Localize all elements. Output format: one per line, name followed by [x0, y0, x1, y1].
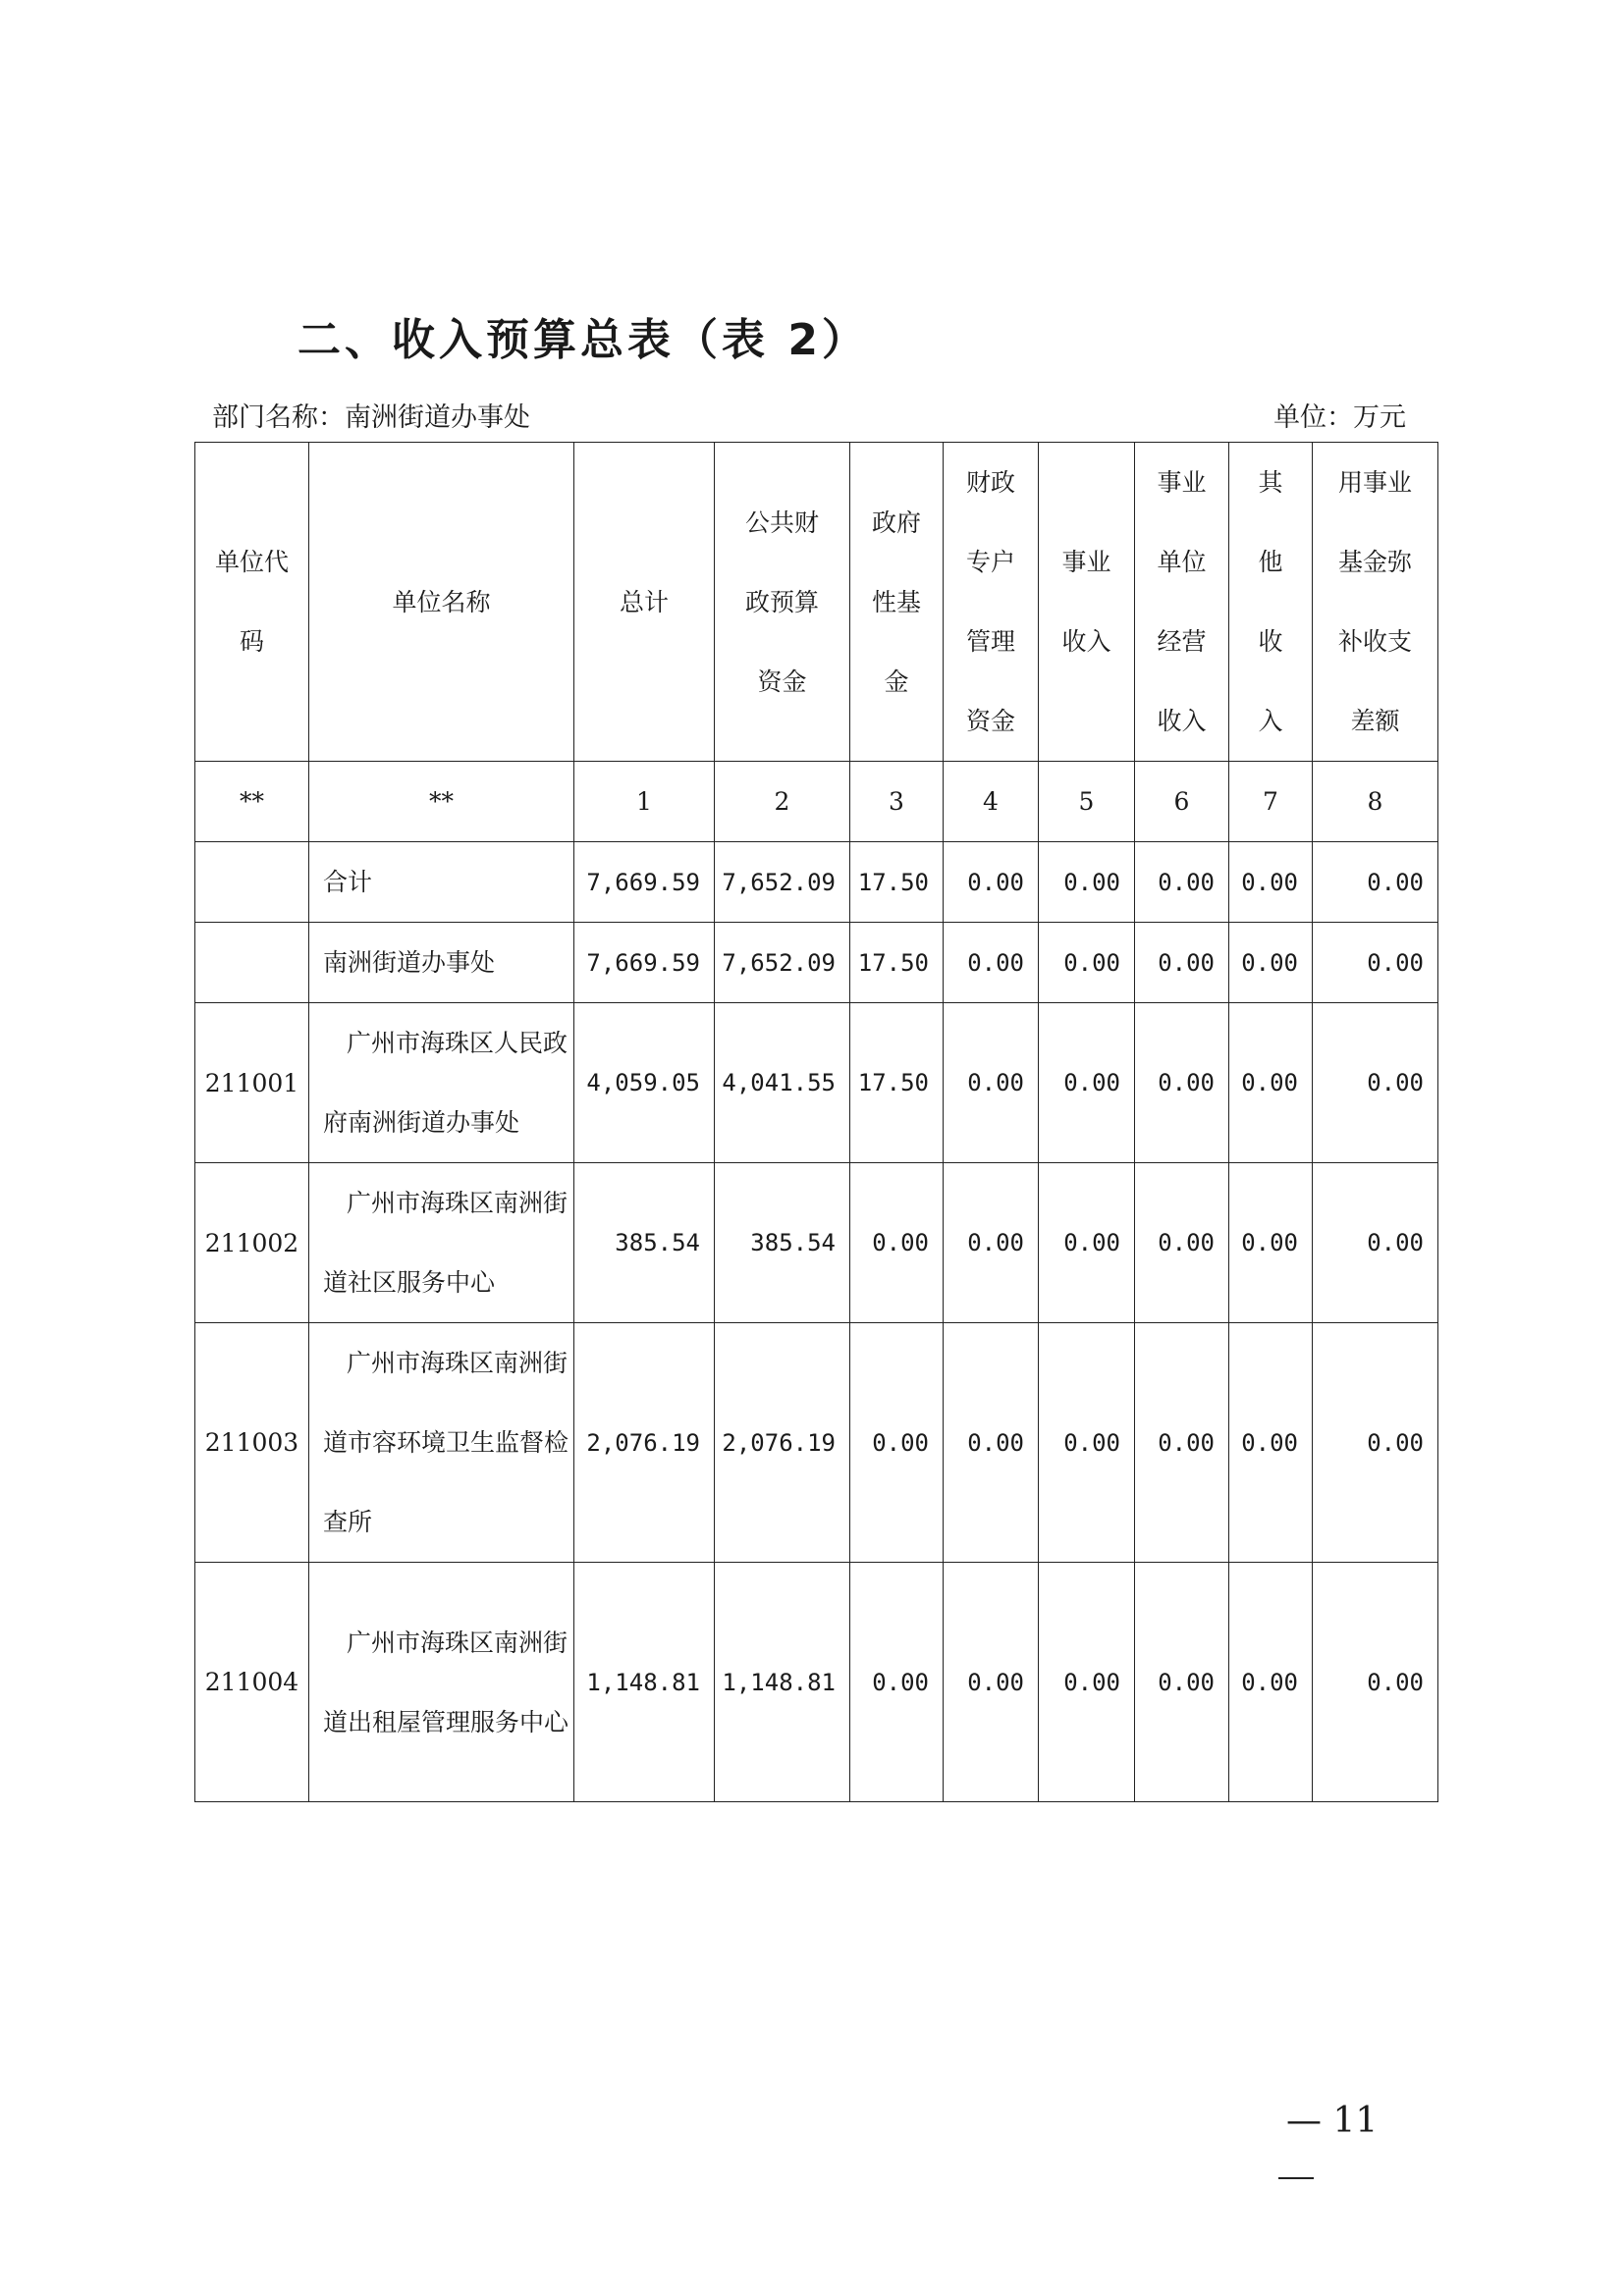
colnum: ** [195, 762, 309, 842]
unit-code-cell: 211003 [195, 1323, 309, 1563]
value-cell: 0.00 [1039, 1563, 1135, 1802]
value-cell: 0.00 [1229, 923, 1313, 1003]
unit-name-cell: 南洲街道办事处 [309, 923, 574, 1003]
value-cell: 0.00 [1229, 1563, 1313, 1802]
colnum: 1 [574, 762, 715, 842]
income-budget-table [194, 442, 1438, 1802]
header-code: 单位代码 [195, 443, 309, 762]
value-cell: 0.00 [1135, 842, 1229, 923]
unit-label: 单位：万元 [1273, 402, 1406, 433]
unit-name-cell: 广州市海珠区南洲街道市容环境卫生监督检查所 [309, 1323, 574, 1563]
value-cell: 0.00 [944, 1163, 1039, 1323]
value-cell: 4,059.05 [574, 1003, 715, 1163]
value-cell: 0.00 [1313, 1003, 1438, 1163]
colnum: 3 [850, 762, 944, 842]
value-cell: 0.00 [1039, 842, 1135, 923]
header-fund-offset: 用事业基金弥补收支差额 [1313, 443, 1438, 762]
unit-code-cell [195, 842, 309, 923]
value-cell: 0.00 [1313, 923, 1438, 1003]
value-cell: 0.00 [1229, 842, 1313, 923]
value-cell: 0.00 [1039, 1003, 1135, 1163]
value-cell: 0.00 [850, 1323, 944, 1563]
value-cell: 0.00 [1039, 1163, 1135, 1323]
colnum: 7 [1229, 762, 1313, 842]
value-cell: 0.00 [944, 1323, 1039, 1563]
value-cell: 0.00 [1313, 1563, 1438, 1802]
header-operating-income: 事业单位经营收入 [1135, 443, 1229, 762]
colnum: 6 [1135, 762, 1229, 842]
value-cell: 0.00 [1135, 923, 1229, 1003]
column-number-row [195, 762, 1438, 842]
colnum: 2 [715, 762, 850, 842]
page-number-dash [1278, 2177, 1314, 2179]
header-business-income: 事业收入 [1039, 443, 1135, 762]
value-cell: 0.00 [1135, 1323, 1229, 1563]
value-cell: 0.00 [850, 1563, 944, 1802]
value-cell: 1,148.81 [715, 1563, 850, 1802]
value-cell: 0.00 [1229, 1323, 1313, 1563]
header-public-finance: 公共财政预算资金 [715, 443, 850, 762]
unit-name-cell: 广州市海珠区人民政府南洲街道办事处 [309, 1003, 574, 1163]
value-cell: 2,076.19 [574, 1323, 715, 1563]
value-cell: 17.50 [850, 1003, 944, 1163]
unit-name-cell: 合计 [309, 842, 574, 923]
unit-code-cell [195, 923, 309, 1003]
value-cell: 17.50 [850, 923, 944, 1003]
header-row [195, 443, 1438, 762]
header-name: 单位名称 [309, 443, 574, 762]
value-cell: 0.00 [1039, 923, 1135, 1003]
value-cell: 4,041.55 [715, 1003, 850, 1163]
header-other-income: 其他收入 [1229, 443, 1313, 762]
colnum: 8 [1313, 762, 1438, 842]
value-cell: 7,669.59 [574, 923, 715, 1003]
value-cell: 0.00 [850, 1163, 944, 1323]
value-cell: 0.00 [944, 1563, 1039, 1802]
value-cell: 1,148.81 [574, 1563, 715, 1802]
value-cell: 0.00 [1313, 1323, 1438, 1563]
colnum: ** [309, 762, 574, 842]
value-cell: 0.00 [1313, 1163, 1438, 1323]
value-cell: 2,076.19 [715, 1323, 850, 1563]
value-cell: 0.00 [1313, 842, 1438, 923]
header-total: 总计 [574, 443, 715, 762]
value-cell: 7,652.09 [715, 923, 850, 1003]
header-special-account: 财政专户管理资金 [944, 443, 1039, 762]
colnum: 5 [1039, 762, 1135, 842]
table-row [195, 1563, 1438, 1802]
table-row [195, 1163, 1438, 1323]
header-government-fund: 政府性基金 [850, 443, 944, 762]
unit-code-cell: 211002 [195, 1163, 309, 1323]
value-cell: 7,669.59 [574, 842, 715, 923]
value-cell: 17.50 [850, 842, 944, 923]
value-cell: 0.00 [1039, 1323, 1135, 1563]
value-cell: 0.00 [1135, 1003, 1229, 1163]
unit-code-cell: 211001 [195, 1003, 309, 1163]
table-row [195, 842, 1438, 923]
value-cell: 385.54 [715, 1163, 850, 1323]
table-row [195, 1003, 1438, 1163]
unit-name-cell: 广州市海珠区南洲街道出租屋管理服务中心 [309, 1563, 574, 1802]
value-cell: 0.00 [1229, 1003, 1313, 1163]
value-cell: 7,652.09 [715, 842, 850, 923]
value-cell: 0.00 [1135, 1563, 1229, 1802]
department-label: 部门名称：南洲街道办事处 [212, 402, 530, 433]
colnum: 4 [944, 762, 1039, 842]
value-cell: 0.00 [1135, 1163, 1229, 1323]
table-row [195, 923, 1438, 1003]
page-number: — 11 [1286, 2101, 1379, 2141]
value-cell: 0.00 [1229, 1163, 1313, 1323]
value-cell: 0.00 [944, 1003, 1039, 1163]
value-cell: 0.00 [944, 923, 1039, 1003]
unit-code-cell: 211004 [195, 1563, 309, 1802]
table-row [195, 1323, 1438, 1563]
value-cell: 0.00 [944, 842, 1039, 923]
value-cell: 385.54 [574, 1163, 715, 1323]
page-title: 二、收入预算总表（表 2） [298, 315, 869, 365]
unit-name-cell: 广州市海珠区南洲街道社区服务中心 [309, 1163, 574, 1323]
